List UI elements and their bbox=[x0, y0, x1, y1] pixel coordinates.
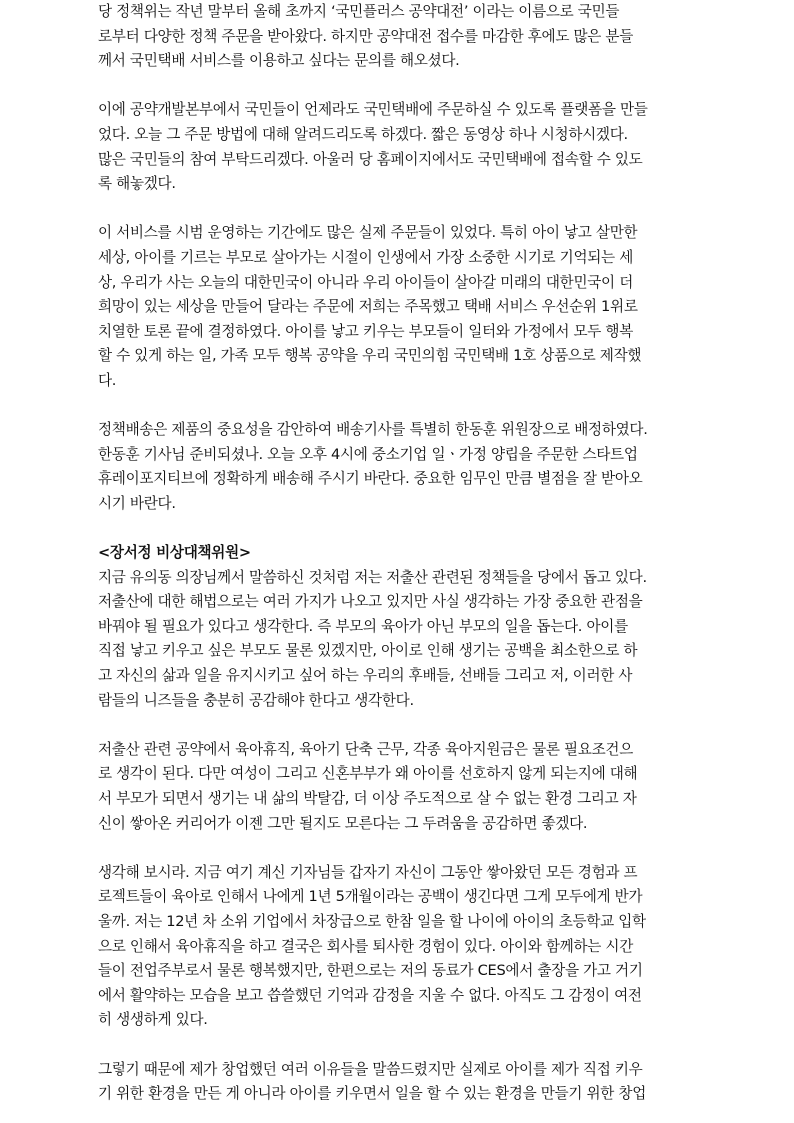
text-line: 당 정책위는 작년 말부터 올해 초까지 ‘국민플러스 공약대전’ 이라는 이름으로 국민들 bbox=[98, 3, 620, 20]
text-line: 세상, 아이를 기르는 부모로 살아가는 시절이 인생에서 가장 소중한 시기로 기억되는 세 bbox=[98, 248, 633, 266]
text-line: 서 부모가 되면서 생기는 내 삶의 박탈감, 더 이상 주도적으로 살 수 없는 환경 그리고 자 bbox=[98, 790, 637, 807]
text-line: 히 생생하게 있다. bbox=[98, 1011, 208, 1029]
text-line: 록 해놓겠다. bbox=[98, 175, 176, 193]
text-line: 그렇기 때문에 제가 창업했던 여러 이유들을 말씀드렸지만 실제로 아이를 제가 직접 키우 bbox=[98, 1060, 643, 1078]
text-line: 바꿔야 될 필요가 있다고 생각한다. 즉 부모의 육아가 아닌 부모의 일을 돕는다. 아이를 bbox=[98, 617, 628, 635]
text-line: 저출산 관련 공약에서 육아휴직, 육아기 단축 근무, 각종 육아지원금은 물론 필요조건으 bbox=[98, 740, 633, 758]
text-line: 상, 우리가 사는 오늘의 대한민국이 아니라 우리 아이들이 살아갈 미래의 대한민국이 더 bbox=[98, 273, 633, 291]
text-line: 로젝트들이 육아로 인해서 나에게 1년 5개월이라는 공백이 생긴다면 그게 모두에게 반가 bbox=[98, 888, 643, 906]
speaker-heading: <장서정 비상대책위원> bbox=[98, 544, 251, 562]
text-line: 람들의 니즈들을 충분히 공감해야 한다고 생각한다. bbox=[98, 691, 414, 709]
text-line: 휴레이포지티브에 정확하게 배송해 주시기 바란다. 중요한 임무인 만큼 별점을 잘 받아오 bbox=[98, 470, 643, 488]
text-line: 울까. 저는 12년 차 소위 기업에서 차장급으로 한참 일을 할 나이에 아이의 초등학교 입학 bbox=[98, 912, 646, 930]
text-line: 로부터 다양한 정책 주문을 받아왔다. 하지만 공약대전 접수를 마감한 후에도 많은 분들 bbox=[98, 27, 633, 45]
document-body bbox=[98, 0, 698, 1107]
text-line: 할 수 있게 하는 일, 가족 모두 행복 공약을 우리 국민의힘 국민택배 1호 상품으로 제작했 bbox=[98, 347, 642, 365]
text-line: 으로 인해서 육아휴직을 하고 결국은 회사를 퇴사한 경험이 있다. 아이와 함께하는 시간 bbox=[98, 937, 633, 955]
paragraph bbox=[98, 221, 698, 393]
text-line: 한동훈 기사님 준비되셨나. 오늘 오후 4시에 중소기업 일ㆍ가정 양립을 주문한 스타트업 bbox=[98, 445, 638, 463]
paragraph bbox=[98, 0, 698, 74]
text-line: 었다. 오늘 그 주문 방법에 대해 알려드리도록 하겠다. 짧은 동영상 하나 시청하시겠다. bbox=[98, 125, 628, 143]
text-line: 께서 국민택배 서비스를 이용하고 싶다는 문의를 해오셨다. bbox=[98, 52, 460, 70]
text-line: 정책배송은 제품의 중요성을 감안하여 배송기사를 특별히 한동훈 위원장으로 배정하였다. bbox=[98, 421, 648, 439]
text-line: 에서 활약하는 모습을 보고 씁쓸했던 기억과 감정을 지울 수 없다. 아직도 그 감정이 여전 bbox=[98, 986, 642, 1004]
text-line: 많은 국민들의 참여 부탁드리겠다. 아울러 당 홈페이지에서도 국민택배에 접속할 수 있도 bbox=[98, 150, 643, 168]
text-line: 신이 쌓아온 커리어가 이젠 그만 될지도 모른다는 그 두려움을 공감하면 좋겠다. bbox=[98, 814, 588, 832]
paragraph bbox=[98, 566, 698, 714]
text-line: 고 자신의 삶과 일을 유지시키고 싶어 하는 우리의 후배들, 선배들 그리고 저, 이러한 사 bbox=[98, 667, 633, 685]
paragraph bbox=[98, 1058, 698, 1107]
text-line: 들이 전업주부로서 물론 행복했지만, 한편으로는 저의 동료가 CES에서 출장을 가고 거기 bbox=[98, 962, 643, 980]
text-line: 이 서비스를 시범 운영하는 기간에도 많은 실제 주문들이 있었다. 특히 아이 낳고 살만한 bbox=[98, 224, 638, 242]
text-line: 직접 낳고 키우고 싶은 부모도 물론 있겠지만, 아이로 인해 생기는 공백을 최소한으로 하 bbox=[98, 642, 638, 660]
paragraph bbox=[98, 98, 698, 196]
text-line: 시기 바란다. bbox=[98, 494, 176, 512]
text-line: 생각해 보시라. 지금 여기 계신 기자님들 갑자기 자신이 그동안 쌓아왔던 모든 경험과 프 bbox=[98, 863, 638, 881]
text-line: 저출산에 대한 해법으로는 여러 가지가 나오고 있지만 사실 생각하는 가장 중요한 관점을 bbox=[98, 593, 643, 611]
text-line: 이에 공약개발본부에서 국민들이 언제라도 국민택배에 주문하실 수 있도록 플랫폼을 만들 bbox=[98, 101, 648, 119]
paragraph bbox=[98, 861, 698, 1033]
text-line: 로 생각이 된다. 다만 여성이 그리고 신혼부부가 왜 아이를 선호하지 않게 되는지에 대해 bbox=[98, 765, 638, 783]
text-line: 다. bbox=[98, 371, 117, 389]
text-line: 희망이 있는 세상을 만들어 달라는 주문에 저희는 주목했고 택배 서비스 우선순위 1위로 bbox=[98, 298, 638, 316]
paragraph bbox=[98, 418, 698, 516]
text-line: 지금 유의동 의장님께서 말씀하신 것처럼 저는 저출산 관련된 정책들을 당에서 돕고 있다. bbox=[98, 568, 647, 586]
paragraph bbox=[98, 738, 698, 836]
text-line: 기 위한 환경을 만든 게 아니라 아이를 키우면서 일을 할 수 있는 환경을 만들기 위한 창업 bbox=[98, 1085, 647, 1103]
text-line: 치열한 토론 끝에 결정하였다. 아이를 낳고 키우는 부모들이 일터와 가정에서 모두 행복 bbox=[98, 322, 633, 340]
